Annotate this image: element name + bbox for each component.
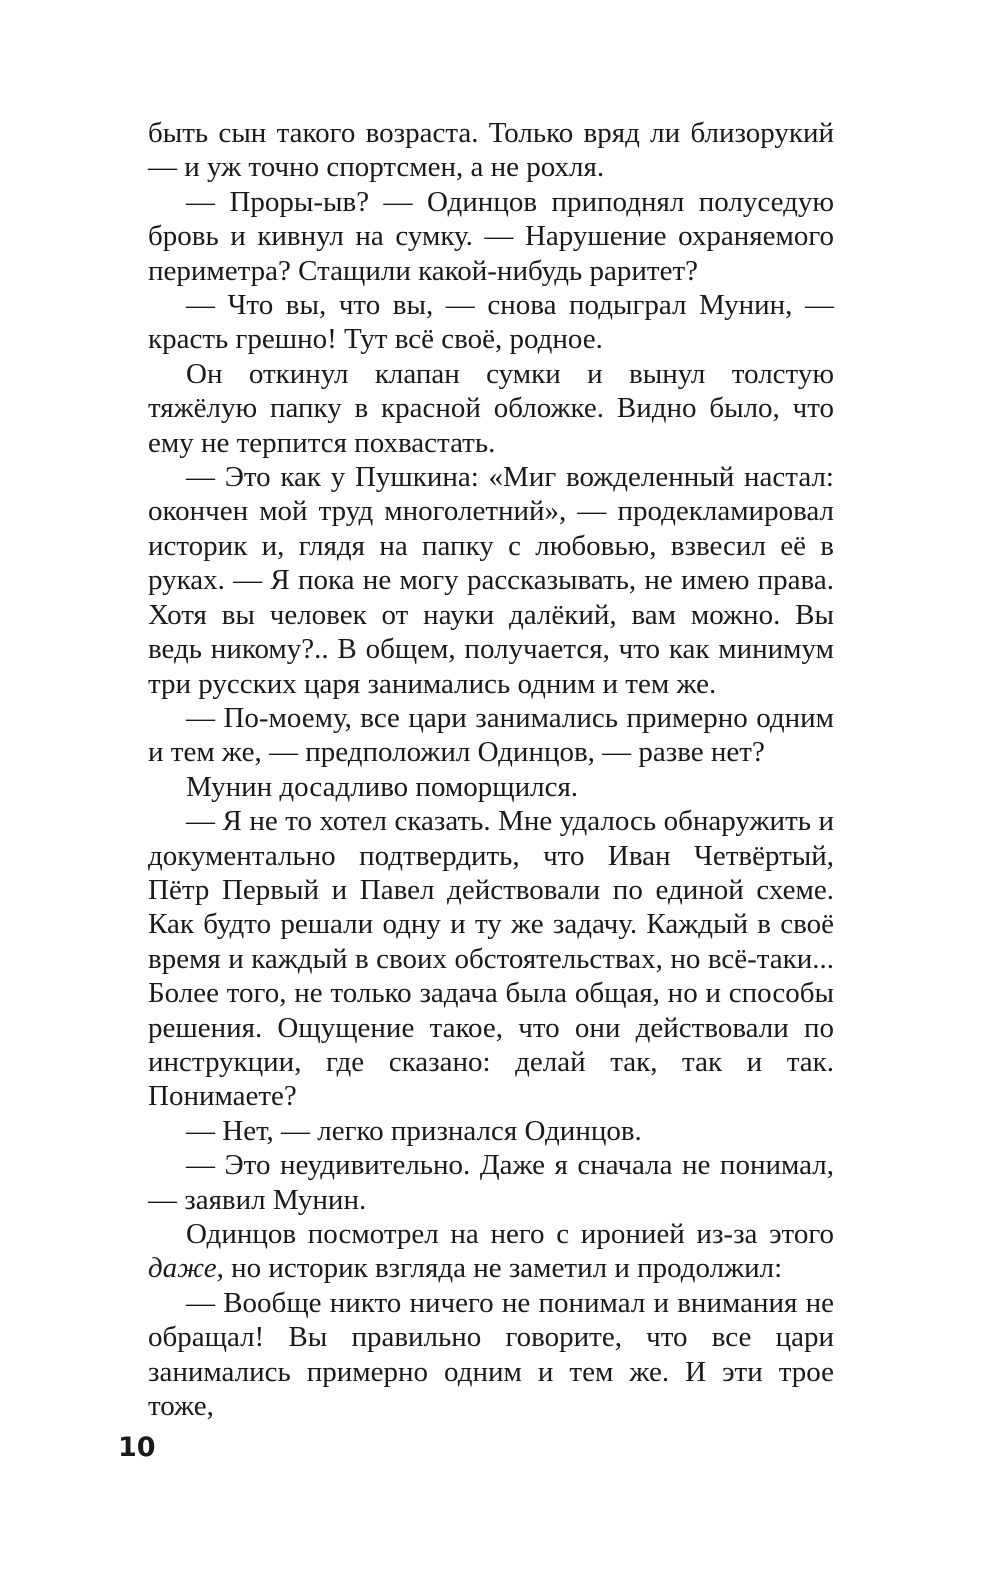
paragraph: Мунин досадливо поморщился. — [186, 770, 579, 803]
paragraph: — Это неудивительно. Даже я сначала не понимал, — заявил Мунин. — [148, 1149, 834, 1216]
emphasis-word: даже — [148, 1252, 217, 1285]
paragraph-with-emphasis — [148, 1217, 834, 1286]
page-body — [148, 116, 834, 1423]
paragraph-text-start: Одинцов посмотрел на него с иронией из-за этого — [186, 1218, 834, 1250]
paragraph: — Это как у Пушкина: «Миг вожделенный настал: окончен мой труд многолетний», — продекламировал историк и, глядя на папку с любовью, взвесил её в руках. — Я пока не могу рассказывать, не имею права. Хотя вы человек от науки далёкий, вам можно. Вы ведь никому?.. В общем, получается, что как минимум три русских царя занимались одним и тем же. — [148, 461, 834, 700]
paragraph: быть сын такого возраста. Только вряд ли близорукий — и уж точно спортсмен, а не рохля. — [148, 117, 834, 184]
page-number: 10 — [118, 1432, 156, 1463]
paragraph: — Я не то хотел сказать. Мне удалось обнаружить и документально подтвердить, что Иван Четвёртый, Пётр Первый и Павел действовали по единой схеме. Как будто решали одну и ту же задачу. Каждый в своё время и каждый в своих обстоятельствах, но всё-таки... Более того, не только задача была общая, но и способы решения. Ощущение такое, что они действовали по инструкции, где сказано: делай так, так и так. Понимаете? — [148, 805, 834, 1113]
paragraph: — Что вы, что вы, — снова подыграл Мунин, — красть грешно! Тут всё своё, родное. — [148, 289, 834, 356]
paragraph: Он откинул клапан сумки и вынул толстую тяжёлую папку в красной обложке. Видно было, что ему не терпится похвастать. — [148, 357, 834, 459]
paragraph: — Вообще никто ничего не понимал и внимания не обращал! Вы правильно говорите, что все цари занимались примерно одним и тем же. И эти трое тоже, — [148, 1286, 834, 1423]
paragraph-text-end: , но историк взгляда не заметил и продолжил: — [216, 1252, 783, 1285]
paragraph: — Нет, — легко признался Одинцов. — [186, 1114, 642, 1147]
paragraph: — По-моему, все цари занимались примерно одним и тем же, — предположил Одинцов, — разве нет? — [148, 701, 834, 769]
paragraph: — Проры-ыв? — Одинцов приподнял полуседую бровь и кивнул на сумку. — Нарушение охраняемого периметра? Стащили какой-нибудь раритет? — [148, 185, 834, 287]
